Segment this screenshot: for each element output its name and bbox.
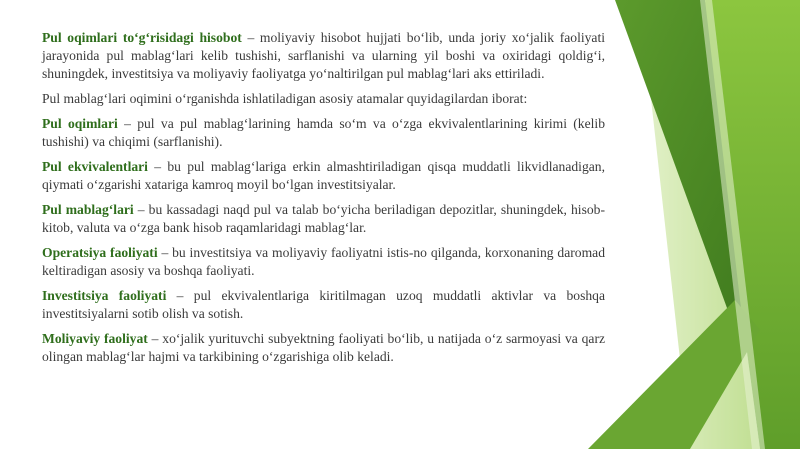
paragraph-cash-flows [42,115,605,151]
definition: – xo‘jalik yurituvchi subyektning faoliyati bo‘lib, u natijada o‘z sarmoyasi va qarz olingan mablag‘lar hajmi va tarkibining o‘zgarishiga olib keladi. [42,331,606,364]
paragraph-intro [42,90,605,108]
definition: – moliyaviy hisobot hujjati bo‘lib, unda joriy xo‘jalik faoliyati jarayonida pul mablag‘lari kelib tushishi, sarflanishi va ularning yil boshi va oxiridagi qoldig‘i, shuningdek, investitsiya va moliyaviy faoliyatga yo‘naltirilgan pul mablag‘lari aks ettiriladi. [42,30,606,81]
definition: – bu kassadagi naqd pul va talab bo‘yicha beriladigan depozitlar, shuningdek, hisob-kitob, valuta va o‘zga bank hisob raqamlaridagi mablag‘lar. [42,202,605,235]
term: Operatsiya faoliyati [42,245,158,260]
term: Investitsiya faoliyati [42,288,167,303]
paragraph-operating-activity [42,244,605,280]
term: Pul ekvivalentlari [42,159,148,174]
definition: – bu pul mablag‘lariga erkin almashtiriladigan qisqa muddatli likvidlanadigan, qiymati o‘zgarishi xatariga kamroq moyil bo‘lgan investitsiyalar. [42,159,605,192]
paragraph-cash-flow-statement [42,29,605,83]
term: Pul oqimlari to‘g‘risidagi hisobot [42,30,242,45]
term: Pul oqimlari [42,116,118,131]
term: Moliyaviy faoliyat [42,331,148,346]
term: Pul mablag‘lari [42,202,134,217]
definition: – pul va pul mablag‘larining hamda so‘m va o‘zga ekvivalentlarining kirimi (kelib tushishi) va chiqimi (sarflanishi). [42,116,605,149]
slide-content [42,29,605,373]
definition: Pul mablag‘lari oqimini o‘rganishda ishlatiladigan asosiy atamalar quyidagilardan iborat: [42,91,528,106]
paragraph-financing-activity [42,330,605,366]
definition: – bu investitsiya va moliyaviy faoliyatni istis-no qilganda, korxonaning daromad keltiradigan asosiy va boshqa faoliyati. [42,245,605,278]
paragraph-cash-equivalents [42,158,605,194]
paragraph-investing-activity [42,287,605,323]
paragraph-cash-funds [42,201,605,237]
definition: – pul ekvivalentlariga kiritilmagan uzoq muddatli aktivlar va boshqa investitsiyalarni sotib olish va sotish. [42,288,605,321]
